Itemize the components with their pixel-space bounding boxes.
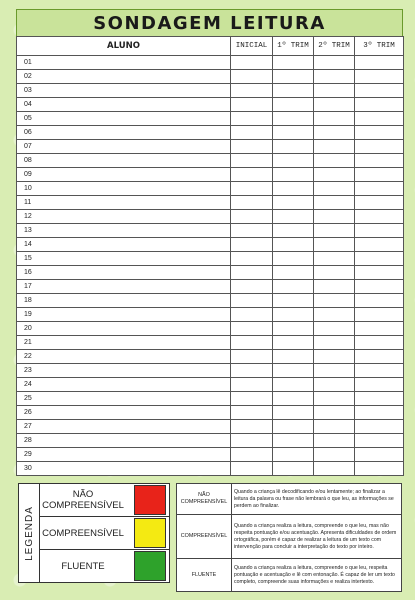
cell-inicial[interactable] xyxy=(231,238,273,252)
table-row xyxy=(17,462,404,476)
legend-swatch-green xyxy=(134,551,166,581)
table-row xyxy=(17,154,404,168)
table-row xyxy=(17,420,404,434)
cell-trim2[interactable] xyxy=(314,378,355,392)
cell-trim3[interactable] xyxy=(355,252,404,266)
cell-inicial[interactable] xyxy=(231,378,273,392)
cell-trim3[interactable] xyxy=(355,112,404,126)
description-text: Quando a criança lê decodificando e/ou lentamente; ao finalizar a leitura da palavra ou frase não lembrará o que leu, as informações se perdem ao finalizar. xyxy=(232,484,402,515)
description-text: Quando a criança realiza a leitura, compreende o que leu, respeita pontuação e acentuação e lê com entonação. É capaz de ler um texto completo, compreende suas informações e realiza intertexto. xyxy=(232,559,402,592)
table-row xyxy=(17,70,404,84)
row-number: 23 xyxy=(17,364,231,378)
cell-inicial[interactable] xyxy=(231,70,273,84)
table-row xyxy=(17,56,404,70)
row-number: 26 xyxy=(17,406,231,420)
cell-trim1[interactable] xyxy=(273,252,314,266)
cell-trim2[interactable] xyxy=(314,210,355,224)
cell-trim1[interactable] xyxy=(273,448,314,462)
cell-trim1[interactable] xyxy=(273,182,314,196)
table-row xyxy=(17,336,404,350)
cell-trim3[interactable] xyxy=(355,224,404,238)
cell-inicial[interactable] xyxy=(231,322,273,336)
table-row xyxy=(17,252,404,266)
cell-trim2[interactable] xyxy=(314,448,355,462)
cell-inicial[interactable] xyxy=(231,140,273,154)
cell-trim1[interactable] xyxy=(273,126,314,140)
cell-trim3[interactable] xyxy=(355,182,404,196)
table-row xyxy=(17,364,404,378)
table-row xyxy=(17,294,404,308)
cell-trim2[interactable] xyxy=(314,126,355,140)
header-trim3: 3º TRIM xyxy=(355,37,404,56)
cell-trim3[interactable] xyxy=(355,70,404,84)
row-number: 18 xyxy=(17,294,231,308)
row-number: 22 xyxy=(17,350,231,364)
cell-trim3[interactable] xyxy=(355,154,404,168)
row-number: 14 xyxy=(17,238,231,252)
row-number: 28 xyxy=(17,434,231,448)
row-number: 10 xyxy=(17,182,231,196)
cell-trim2[interactable] xyxy=(314,364,355,378)
cell-trim3[interactable] xyxy=(355,56,404,70)
description-term: NÃO COMPREENSÍVEL xyxy=(177,484,232,515)
cell-trim3[interactable] xyxy=(355,420,404,434)
row-number: 19 xyxy=(17,308,231,322)
row-number: 09 xyxy=(17,168,231,182)
cell-trim2[interactable] xyxy=(314,434,355,448)
table-row xyxy=(17,266,404,280)
table-row xyxy=(17,322,404,336)
row-number: 16 xyxy=(17,266,231,280)
cell-trim1[interactable] xyxy=(273,70,314,84)
legend-label: FLUENTE xyxy=(61,560,105,572)
cell-trim2[interactable] xyxy=(314,266,355,280)
row-number: 21 xyxy=(17,336,231,350)
row-number: 15 xyxy=(17,252,231,266)
row-number: 03 xyxy=(17,84,231,98)
cell-trim1[interactable] xyxy=(273,378,314,392)
table-row xyxy=(17,308,404,322)
cell-trim3[interactable] xyxy=(355,462,404,476)
cell-trim1[interactable] xyxy=(273,154,314,168)
cell-trim2[interactable] xyxy=(314,406,355,420)
cell-inicial[interactable] xyxy=(231,350,273,364)
legend-label: NÃO COMPREENSÍVEL xyxy=(42,489,124,511)
cell-trim3[interactable] xyxy=(355,392,404,406)
row-number: 20 xyxy=(17,322,231,336)
legend-swatch-red xyxy=(134,485,166,515)
cell-trim1[interactable] xyxy=(273,280,314,294)
cell-trim3[interactable] xyxy=(355,210,404,224)
cell-inicial[interactable] xyxy=(231,196,273,210)
cell-trim3[interactable] xyxy=(355,126,404,140)
cell-inicial[interactable] xyxy=(231,168,273,182)
cell-trim3[interactable] xyxy=(355,266,404,280)
cell-trim2[interactable] xyxy=(314,294,355,308)
cell-trim1[interactable] xyxy=(273,406,314,420)
table-row xyxy=(17,168,404,182)
table-row xyxy=(17,112,404,126)
cell-inicial[interactable] xyxy=(231,392,273,406)
cell-inicial[interactable] xyxy=(231,154,273,168)
description-row xyxy=(177,484,402,515)
table-row xyxy=(17,448,404,462)
cell-trim2[interactable] xyxy=(314,322,355,336)
legend-title: LEGENDA xyxy=(19,484,40,582)
cell-trim1[interactable] xyxy=(273,350,314,364)
cell-inicial[interactable] xyxy=(231,266,273,280)
cell-trim3[interactable] xyxy=(355,140,404,154)
cell-inicial[interactable] xyxy=(231,112,273,126)
description-term: COMPREENSÍVEL xyxy=(177,515,232,559)
legend-item-fluente xyxy=(40,550,169,582)
row-number: 29 xyxy=(17,448,231,462)
cell-trim1[interactable] xyxy=(273,434,314,448)
cell-trim2[interactable] xyxy=(314,462,355,476)
row-number: 25 xyxy=(17,392,231,406)
table-row xyxy=(17,224,404,238)
cell-trim1[interactable] xyxy=(273,266,314,280)
cell-trim3[interactable] xyxy=(355,196,404,210)
cell-trim2[interactable] xyxy=(314,154,355,168)
cell-trim3[interactable] xyxy=(355,98,404,112)
cell-trim1[interactable] xyxy=(273,322,314,336)
legend-item-nao-compreensivel xyxy=(40,484,169,517)
cell-trim2[interactable] xyxy=(314,224,355,238)
row-number: 13 xyxy=(17,224,231,238)
cell-trim3[interactable] xyxy=(355,336,404,350)
cell-trim1[interactable] xyxy=(273,112,314,126)
cell-inicial[interactable] xyxy=(231,448,273,462)
cell-trim1[interactable] xyxy=(273,308,314,322)
cell-inicial[interactable] xyxy=(231,252,273,266)
cell-trim2[interactable] xyxy=(314,56,355,70)
cell-trim2[interactable] xyxy=(314,238,355,252)
table-row xyxy=(17,196,404,210)
cell-inicial[interactable] xyxy=(231,434,273,448)
cell-trim1[interactable] xyxy=(273,56,314,70)
cell-trim2[interactable] xyxy=(314,98,355,112)
table-row xyxy=(17,140,404,154)
row-number: 17 xyxy=(17,280,231,294)
reading-survey-sheet xyxy=(16,9,403,591)
description-text: Quando a criança realiza a leitura, compreende o que leu, mas não respeita pontuação e/ou acentuação. Apresenta dificuldades de ordem ortográfica, porém é capaz de realizar a leitura de um texto com intervenção para concluir a interpretação do texto por inteiro. xyxy=(232,515,402,559)
cell-trim1[interactable] xyxy=(273,168,314,182)
cell-inicial[interactable] xyxy=(231,462,273,476)
cell-trim2[interactable] xyxy=(314,308,355,322)
cell-trim3[interactable] xyxy=(355,378,404,392)
header-aluno: ALUNO xyxy=(17,37,231,56)
header-trim1: 1º TRIM xyxy=(273,37,314,56)
cell-trim3[interactable] xyxy=(355,168,404,182)
cell-trim3[interactable] xyxy=(355,364,404,378)
row-number: 30 xyxy=(17,462,231,476)
cell-trim2[interactable] xyxy=(314,70,355,84)
student-table xyxy=(16,36,404,476)
row-number: 05 xyxy=(17,112,231,126)
cell-trim1[interactable] xyxy=(273,336,314,350)
cell-inicial[interactable] xyxy=(231,280,273,294)
header-trim2: 2º TRIM xyxy=(314,37,355,56)
row-number: 07 xyxy=(17,140,231,154)
cell-inicial[interactable] xyxy=(231,406,273,420)
cell-trim1[interactable] xyxy=(273,294,314,308)
cell-trim2[interactable] xyxy=(314,350,355,364)
row-number: 04 xyxy=(17,98,231,112)
cell-inicial[interactable] xyxy=(231,56,273,70)
legend-box xyxy=(18,483,170,583)
description-row xyxy=(177,515,402,559)
row-number: 11 xyxy=(17,196,231,210)
cell-trim3[interactable] xyxy=(355,238,404,252)
row-number: 27 xyxy=(17,420,231,434)
description-term: FLUENTE xyxy=(177,559,232,592)
description-table xyxy=(176,483,402,592)
cell-trim1[interactable] xyxy=(273,238,314,252)
cell-trim1[interactable] xyxy=(273,140,314,154)
table-row xyxy=(17,280,404,294)
cell-trim1[interactable] xyxy=(273,196,314,210)
row-number: 06 xyxy=(17,126,231,140)
cell-inicial[interactable] xyxy=(231,182,273,196)
table-row xyxy=(17,434,404,448)
header-inicial: INICIAL xyxy=(231,37,273,56)
legend-item-compreensivel xyxy=(40,517,169,550)
row-number: 08 xyxy=(17,154,231,168)
legend-swatch-yellow xyxy=(134,518,166,548)
row-number: 01 xyxy=(17,56,231,70)
cell-trim2[interactable] xyxy=(314,112,355,126)
cell-trim2[interactable] xyxy=(314,392,355,406)
cell-trim2[interactable] xyxy=(314,84,355,98)
cell-trim3[interactable] xyxy=(355,406,404,420)
cell-trim3[interactable] xyxy=(355,280,404,294)
cell-trim1[interactable] xyxy=(273,462,314,476)
cell-trim1[interactable] xyxy=(273,84,314,98)
cell-inicial[interactable] xyxy=(231,98,273,112)
cell-trim2[interactable] xyxy=(314,182,355,196)
cell-inicial[interactable] xyxy=(231,308,273,322)
table-row xyxy=(17,350,404,364)
cell-trim3[interactable] xyxy=(355,294,404,308)
page-title: SONDAGEM LEITURA xyxy=(16,9,403,37)
cell-trim1[interactable] xyxy=(273,364,314,378)
table-row xyxy=(17,210,404,224)
table-row xyxy=(17,98,404,112)
legend-label: COMPREENSÍVEL xyxy=(42,527,124,539)
cell-trim2[interactable] xyxy=(314,336,355,350)
cell-inicial[interactable] xyxy=(231,126,273,140)
cell-trim3[interactable] xyxy=(355,350,404,364)
table-row xyxy=(17,126,404,140)
table-row xyxy=(17,378,404,392)
cell-trim2[interactable] xyxy=(314,196,355,210)
description-row xyxy=(177,559,402,592)
cell-trim2[interactable] xyxy=(314,168,355,182)
table-row xyxy=(17,392,404,406)
cell-trim3[interactable] xyxy=(355,448,404,462)
cell-trim3[interactable] xyxy=(355,84,404,98)
cell-trim2[interactable] xyxy=(314,140,355,154)
cell-trim2[interactable] xyxy=(314,252,355,266)
row-number: 12 xyxy=(17,210,231,224)
table-row xyxy=(17,84,404,98)
cell-inicial[interactable] xyxy=(231,294,273,308)
table-row xyxy=(17,182,404,196)
cell-inicial[interactable] xyxy=(231,336,273,350)
cell-trim2[interactable] xyxy=(314,280,355,294)
cell-trim3[interactable] xyxy=(355,322,404,336)
cell-inicial[interactable] xyxy=(231,210,273,224)
table-row xyxy=(17,238,404,252)
cell-trim1[interactable] xyxy=(273,420,314,434)
cell-trim1[interactable] xyxy=(273,210,314,224)
row-number: 24 xyxy=(17,378,231,392)
cell-trim2[interactable] xyxy=(314,420,355,434)
cell-inicial[interactable] xyxy=(231,224,273,238)
cell-inicial[interactable] xyxy=(231,364,273,378)
cell-trim3[interactable] xyxy=(355,434,404,448)
cell-inicial[interactable] xyxy=(231,84,273,98)
table-header xyxy=(17,37,404,56)
cell-inicial[interactable] xyxy=(231,420,273,434)
row-number: 02 xyxy=(17,70,231,84)
cell-trim1[interactable] xyxy=(273,224,314,238)
cell-trim1[interactable] xyxy=(273,98,314,112)
table-row xyxy=(17,406,404,420)
cell-trim1[interactable] xyxy=(273,392,314,406)
cell-trim3[interactable] xyxy=(355,308,404,322)
